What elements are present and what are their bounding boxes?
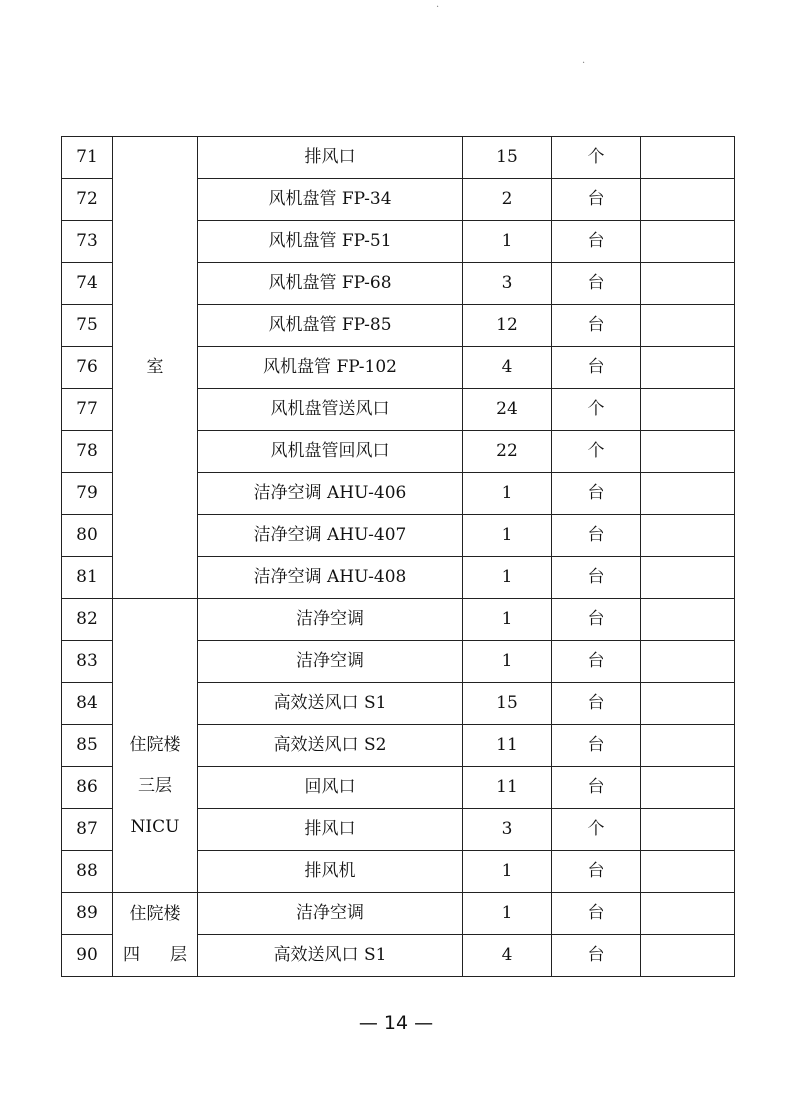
row-number-cell: 83: [62, 641, 113, 683]
quantity-cell: 15: [463, 137, 552, 179]
row-number-cell: 82: [62, 599, 113, 641]
row-number-cell: 85: [62, 725, 113, 767]
scan-speck: ·: [436, 2, 440, 13]
item-name-cell: 洁净空调 AHU-408: [198, 557, 463, 599]
location-line: NICU: [130, 817, 180, 837]
quantity-cell: 1: [463, 221, 552, 263]
remark-cell: [641, 137, 735, 179]
row-number-cell: 84: [62, 683, 113, 725]
location-line: 室: [146, 357, 164, 377]
item-name-cell: 排风口: [198, 809, 463, 851]
remark-cell: [641, 893, 735, 935]
location-line: 四: [123, 944, 140, 965]
item-name-cell: 排风口: [198, 137, 463, 179]
unit-cell: 个: [552, 809, 641, 851]
unit-cell: 个: [552, 389, 641, 431]
unit-cell: 个: [552, 137, 641, 179]
unit-cell: 台: [552, 599, 641, 641]
row-number-cell: 89: [62, 893, 113, 935]
remark-cell: [641, 473, 735, 515]
row-number-cell: 87: [62, 809, 113, 851]
remark-cell: [641, 641, 735, 683]
quantity-cell: 12: [463, 305, 552, 347]
quantity-cell: 3: [463, 809, 552, 851]
page-number: — 14 —: [358, 1012, 434, 1034]
table-row: [62, 893, 735, 935]
unit-cell: 台: [552, 515, 641, 557]
quantity-cell: 1: [463, 851, 552, 893]
unit-cell: 台: [552, 557, 641, 599]
row-number-cell: 72: [62, 179, 113, 221]
equipment-table: [61, 136, 735, 977]
row-number-cell: 79: [62, 473, 113, 515]
location-line: 住院楼: [129, 735, 181, 755]
remark-cell: [641, 725, 735, 767]
item-name-cell: 风机盘管 FP-102: [198, 347, 463, 389]
quantity-cell: 24: [463, 389, 552, 431]
remark-cell: [641, 389, 735, 431]
equipment-table-body: [62, 137, 735, 977]
unit-cell: 台: [552, 305, 641, 347]
row-number-cell: 77: [62, 389, 113, 431]
remark-cell: [641, 305, 735, 347]
quantity-cell: 1: [463, 557, 552, 599]
remark-cell: [641, 179, 735, 221]
row-number-cell: 78: [62, 431, 113, 473]
quantity-cell: 3: [463, 263, 552, 305]
remark-cell: [641, 809, 735, 851]
unit-cell: 台: [552, 851, 641, 893]
quantity-cell: 1: [463, 641, 552, 683]
quantity-cell: 4: [463, 347, 552, 389]
item-name-cell: 排风机: [198, 851, 463, 893]
scan-speck: ·: [582, 58, 586, 69]
remark-cell: [641, 263, 735, 305]
remark-cell: [641, 557, 735, 599]
quantity-cell: 2: [463, 179, 552, 221]
row-number-cell: 88: [62, 851, 113, 893]
location-line: 层: [170, 944, 187, 965]
location-cell: [113, 137, 198, 599]
quantity-cell: 11: [463, 767, 552, 809]
item-name-cell: 风机盘管 FP-85: [198, 305, 463, 347]
item-name-cell: 高效送风口 S2: [198, 725, 463, 767]
item-name-cell: 风机盘管回风口: [198, 431, 463, 473]
unit-cell: 台: [552, 263, 641, 305]
item-name-cell: 洁净空调: [198, 599, 463, 641]
row-number-cell: 75: [62, 305, 113, 347]
quantity-cell: 15: [463, 683, 552, 725]
unit-cell: 个: [552, 431, 641, 473]
unit-cell: 台: [552, 767, 641, 809]
quantity-cell: 1: [463, 473, 552, 515]
remark-cell: [641, 851, 735, 893]
location-line: 住院楼: [129, 903, 181, 924]
row-number-cell: 71: [62, 137, 113, 179]
remark-cell: [641, 599, 735, 641]
row-number-cell: 80: [62, 515, 113, 557]
unit-cell: 台: [552, 641, 641, 683]
unit-cell: 台: [552, 725, 641, 767]
remark-cell: [641, 515, 735, 557]
table-row: [62, 599, 735, 641]
row-number-cell: 90: [62, 935, 113, 977]
item-name-cell: 风机盘管 FP-51: [198, 221, 463, 263]
item-name-cell: 高效送风口 S1: [198, 935, 463, 977]
row-number-cell: 76: [62, 347, 113, 389]
table-row: [62, 137, 735, 179]
quantity-cell: 4: [463, 935, 552, 977]
remark-cell: [641, 683, 735, 725]
location-cell: [113, 599, 198, 893]
remark-cell: [641, 767, 735, 809]
remark-cell: [641, 221, 735, 263]
unit-cell: 台: [552, 683, 641, 725]
unit-cell: 台: [552, 893, 641, 935]
item-name-cell: 洁净空调 AHU-407: [198, 515, 463, 557]
unit-cell: 台: [552, 221, 641, 263]
item-name-cell: 高效送风口 S1: [198, 683, 463, 725]
quantity-cell: 11: [463, 725, 552, 767]
row-number-cell: 73: [62, 221, 113, 263]
location-cell: [113, 893, 198, 977]
item-name-cell: 风机盘管送风口: [198, 389, 463, 431]
quantity-cell: 1: [463, 599, 552, 641]
item-name-cell: 风机盘管 FP-68: [198, 263, 463, 305]
remark-cell: [641, 431, 735, 473]
remark-cell: [641, 347, 735, 389]
unit-cell: 台: [552, 347, 641, 389]
row-number-cell: 81: [62, 557, 113, 599]
unit-cell: 台: [552, 473, 641, 515]
quantity-cell: 1: [463, 893, 552, 935]
item-name-cell: 风机盘管 FP-34: [198, 179, 463, 221]
item-name-cell: 洁净空调: [198, 641, 463, 683]
row-number-cell: 74: [62, 263, 113, 305]
location-line: 三层: [138, 776, 172, 796]
row-number-cell: 86: [62, 767, 113, 809]
location-line-spread: [113, 935, 197, 976]
item-name-cell: 洁净空调 AHU-406: [198, 473, 463, 515]
remark-cell: [641, 935, 735, 977]
unit-cell: 台: [552, 179, 641, 221]
quantity-cell: 22: [463, 431, 552, 473]
item-name-cell: 回风口: [198, 767, 463, 809]
item-name-cell: 洁净空调: [198, 893, 463, 935]
unit-cell: 台: [552, 935, 641, 977]
quantity-cell: 1: [463, 515, 552, 557]
